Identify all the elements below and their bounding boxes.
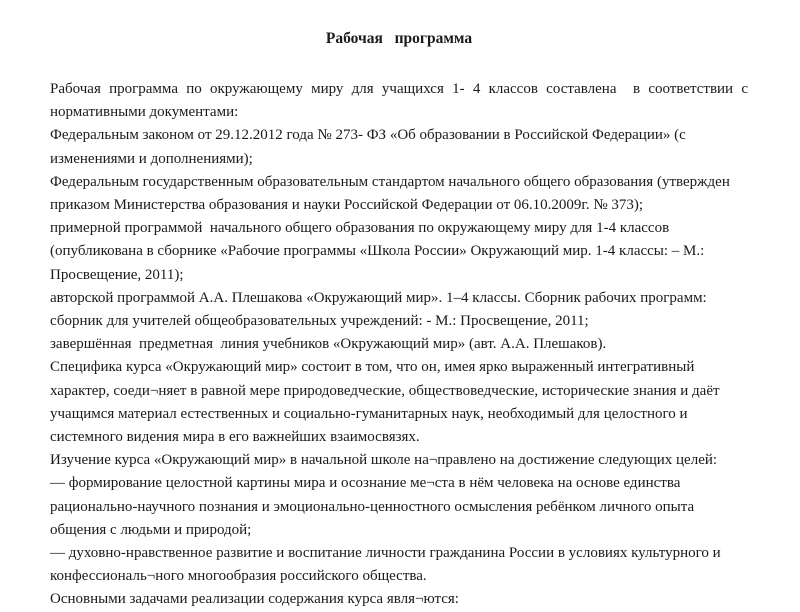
federal-law-item: Федеральным законом от 29.12.2012 года № 273- ФЗ «Об образовании в Российской Федерации» (с изменениями и дополнениями);: [50, 127, 686, 167]
goal-item-worldview: — формирование целостной картины мира и осознание ме¬ста в нём человека на основе единства рационально-научного познания и эмоционально-ценностного осмысления ребёнком личного опыта общения с людьми и природой;: [50, 475, 695, 538]
primary-program-item: примерной программой начального общего образования по окружающему миру для 1-4 классов (опубликована в сборнике «Рабочие программы «Школа России» Окружающий мир. 1-4 классы: – М.: Просвещение, 2011);: [50, 220, 705, 283]
intro-paragraph: Рабочая программа по окружающему миру для учащихся 1- 4 классов составлена в соответствии с нормативными документами:: [50, 81, 748, 121]
document-title: Рабочая программа: [325, 30, 473, 47]
textbook-line-item: завершённая предметная линия учебников «Окружающий мир» (авт. А.А. Плешаков).: [50, 336, 607, 353]
author-program-item: авторской программой А.А. Плешакова «Окружающий мир». 1–4 классы. Сборник рабочих программ: сборник для учителей общеобразовательных учреждений: - М.: Просвещение, 2011;: [50, 289, 707, 330]
fgos-standard-item: Федеральным государственным образовательным стандартом начального общего образования (утвержден приказом Министерства образования и науки Российской Федерации от 06.10.2009г. № 373);: [50, 173, 730, 214]
tasks-intro: Основными задачами реализации содержания курса явля¬ются:: [50, 591, 459, 608]
course-goals-intro: Изучение курса «Окружающий мир» в начальной школе на¬правлено на достижение следующих целей:: [50, 452, 718, 469]
goal-item-spiritual: — духовно-нравственное развитие и воспитание личности гражданина России в условиях культурного и конфессиональ¬ного многообразия российского общества.: [50, 545, 721, 585]
course-specifics-paragraph: Специфика курса «Окружающий мир» состоит в том, что он, имея ярко выраженный интегративный характер, соеди¬няет в равной мере природоведческие, обществоведческие, исторические знания и даёт учащимся материал естественных и социально-гуманитарных наук, необходимый для целостного и системного видения мира в его важнейших взаимосвязях.: [50, 359, 720, 446]
document-body: [50, 78, 748, 612]
